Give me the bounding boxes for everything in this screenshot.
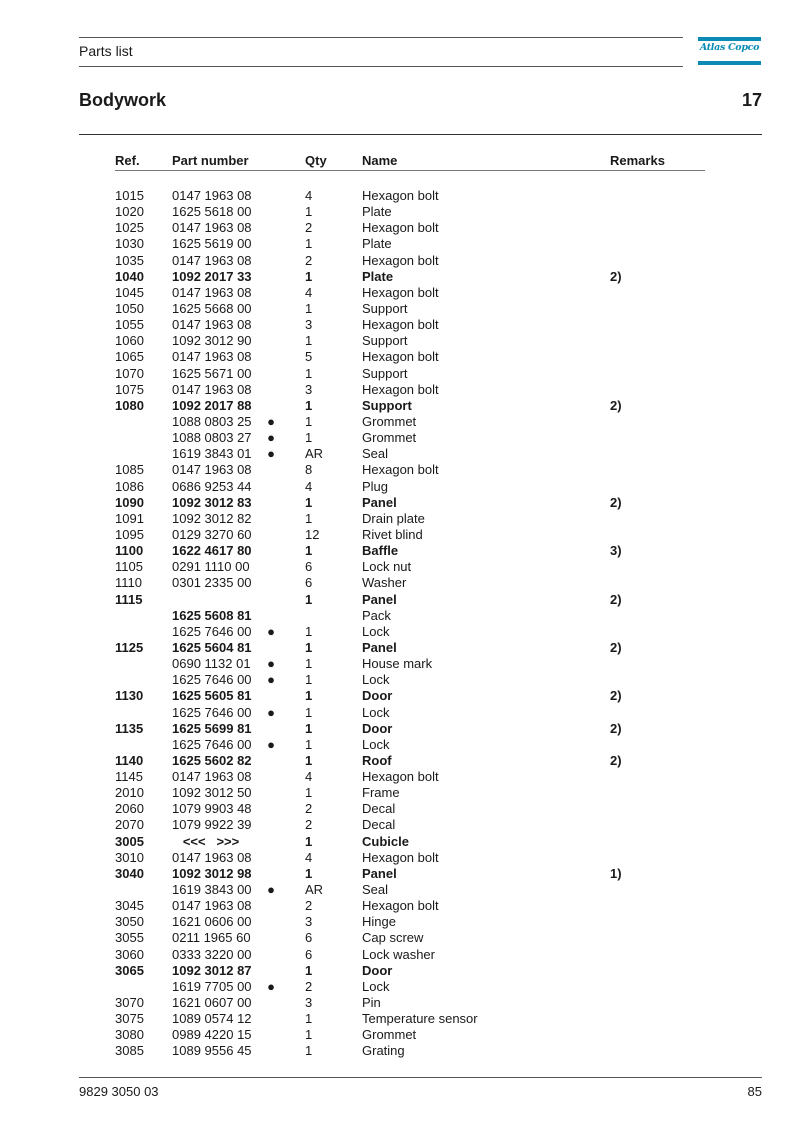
cell-name: Grommet [362,413,417,429]
cell-qty: 1 [305,365,313,381]
table-row [0,414,800,430]
cell-name: Panel [362,639,397,655]
cell-part-number: 1092 3012 82 [172,510,252,526]
table-row [0,253,800,269]
table-row [0,269,800,285]
cell-qty: 1 [305,639,313,655]
cell-part-number: 0333 3220 00 [172,946,252,962]
cell-qty: 2 [305,252,313,268]
cell-qty: 1 [305,1011,313,1027]
cell-remarks: 2) [610,591,622,607]
table-row [0,592,800,608]
cell-qty: 6 [305,559,313,575]
cell-qty: 1 [305,430,313,446]
col-header-name: Name [362,153,398,168]
cell-qty: 2 [305,817,313,833]
col-header-remarks: Remarks [610,153,665,168]
table-row [0,462,800,478]
table-row [0,479,800,495]
cell-ref: 3075 [115,1011,144,1027]
cell-ref: 2010 [115,785,144,801]
cell-ref: 1090 [115,494,144,510]
cell-qty: 1 [305,494,313,510]
cell-part-number: 1092 3012 87 [172,962,252,978]
cell-part-number: 0147 1963 08 [172,769,252,785]
cell-ref: 1091 [115,510,144,526]
cell-part-number: 1625 7646 00 [172,672,252,688]
cell-part-number: 1088 0803 27 [172,430,252,446]
cell-ref: 1145 [115,769,143,785]
table-row [0,656,800,672]
cell-part-number: 0147 1963 08 [172,252,252,268]
cell-qty: 1 [305,720,313,736]
cell-qty: 1 [305,543,313,559]
cell-part-number: 0989 4220 15 [172,1027,252,1043]
cell-qty: 12 [305,526,320,542]
cell-ref: 3060 [115,946,144,962]
cell-name: Hexagon bolt [362,284,439,300]
table-row [0,1043,800,1059]
cell-part-number: 1625 7646 00 [172,736,252,752]
cell-part-number: 0147 1963 08 [172,381,252,397]
cell-qty: 1 [305,752,313,768]
cell-ref: 1065 [115,349,144,365]
table-row [0,366,800,382]
table-row [0,398,800,414]
cell-ref: 3005 [115,833,144,849]
cell-ref: 1040 [115,268,144,284]
table-row [0,624,800,640]
cell-qty: 4 [305,849,313,865]
cell-remarks: 2) [610,494,622,510]
logo-wordmark: Atlas Copco [699,42,760,53]
logo-bottom-bar [698,61,761,65]
table-row [0,882,800,898]
cell-part-number: 0211 1965 60 [172,930,251,946]
cell-name: Panel [362,494,397,510]
cell-ref: 1075 [115,381,144,397]
cell-qty: 4 [305,188,313,203]
bullet-marker: ● [267,430,275,446]
table-row [0,204,800,220]
cell-part-number: 0147 1963 08 [172,849,252,865]
cell-name: Roof [362,752,392,768]
footer-page-number: 85 [747,1084,762,1099]
cell-qty: 1 [305,268,313,284]
table-row [0,640,800,656]
cell-qty: 2 [305,978,313,994]
cell-name: Hexagon bolt [362,381,439,397]
cell-remarks: 2) [610,639,622,655]
cell-part-number: 1625 5619 00 [172,236,252,252]
table-row [0,850,800,866]
cell-name: Support [362,333,408,349]
cell-part-number: 0147 1963 08 [172,220,252,236]
cell-name: Drain plate [362,510,425,526]
cell-part-number: 1092 3012 50 [172,785,252,801]
table-row [0,817,800,833]
cell-ref: 1085 [115,462,144,478]
cell-name: Door [362,720,393,736]
cell-qty: 1 [305,833,313,849]
cell-part-number: 1622 4617 80 [172,543,252,559]
bullet-marker: ● [267,882,275,898]
header-top-rule [79,37,683,38]
cell-qty: 1 [305,333,313,349]
cell-part-number: 0291 1110 00 [172,559,250,575]
cell-qty: 3 [305,995,313,1011]
logo-top-bar [698,37,761,41]
cell-name: Frame [362,785,400,801]
table-row [0,801,800,817]
table-row [0,559,800,575]
table-row [0,705,800,721]
cell-part-number: 1625 5618 00 [172,204,252,220]
cell-ref: 3065 [115,962,144,978]
table-row [0,527,800,543]
table-row [0,608,800,624]
cell-name: Grating [362,1043,405,1059]
cell-qty: 5 [305,349,313,365]
cell-part-number: 0147 1963 08 [172,188,252,203]
cell-ref: 3055 [115,930,144,946]
table-row [0,349,800,365]
cell-part-number: 1625 7646 00 [172,704,252,720]
cell-part-number: 0690 1132 01 [172,656,251,672]
cell-part-number: 1092 3012 98 [172,865,252,881]
cell-ref: 2060 [115,801,144,817]
cell-ref: 1095 [115,526,144,542]
cell-qty: 1 [305,672,313,688]
cell-remarks: 1) [610,865,622,881]
cell-name: Hexagon bolt [362,462,439,478]
bullet-marker: ● [267,736,275,752]
table-row [0,430,800,446]
table-row [0,1027,800,1043]
cell-qty: 2 [305,220,313,236]
cell-ref: 1070 [115,365,144,381]
cell-ref: 1130 [115,688,144,704]
cell-ref: 1025 [115,220,144,236]
bullet-marker: ● [267,656,275,672]
cell-ref: 2070 [115,817,144,833]
cell-name: Lock [362,736,390,752]
cell-name: Panel [362,591,397,607]
cell-part-number: 1619 7705 00 [172,978,252,994]
cell-ref: 1045 [115,284,144,300]
cell-part-number: 1079 9903 48 [172,801,252,817]
brand-logo [698,37,761,67]
cell-qty: 1 [305,510,313,526]
cell-name: Seal [362,882,389,898]
cell-name: Seal [362,446,389,462]
cell-qty: 1 [305,736,313,752]
cell-name: Lock [362,978,390,994]
cell-name: Pin [362,995,381,1011]
cell-name: Grommet [362,430,417,446]
cell-ref: 1105 [115,559,143,575]
table-row [0,963,800,979]
cell-name: Door [362,688,393,704]
cell-part-number: 1625 7646 00 [172,623,252,639]
cell-ref: 1080 [115,397,144,413]
cell-name: Panel [362,865,397,881]
table-row [0,979,800,995]
cell-part-number: 1625 5605 81 [172,688,252,704]
cell-ref: 1060 [115,333,144,349]
table-row [0,737,800,753]
header-label: Parts list [79,43,133,59]
table-row [0,188,800,204]
cell-qty: 1 [305,397,313,413]
cell-remarks: 2) [610,752,622,768]
cell-ref: 1055 [115,317,144,333]
cell-name: Lock [362,704,390,720]
cell-part-number: 1092 2017 33 [172,268,252,284]
cell-part-number: 1625 5668 00 [172,300,252,316]
cell-qty: 1 [305,688,313,704]
bullet-marker: ● [267,446,275,462]
bullet-marker: ● [267,672,275,688]
cell-part-number: 1089 0574 12 [172,1011,252,1027]
cell-part-number: 1625 5699 81 [172,720,252,736]
cell-qty: 1 [305,300,313,316]
cell-name: Lock [362,672,390,688]
cell-qty: 1 [305,704,313,720]
parts-table [0,188,800,1060]
table-row [0,769,800,785]
cell-qty: 1 [305,785,313,801]
cell-ref: 1086 [115,478,144,494]
table-row [0,220,800,236]
cell-ref: 1050 [115,300,144,316]
table-row [0,753,800,769]
cell-ref: 3010 [115,849,144,865]
cell-ref: 3085 [115,1043,144,1059]
bullet-marker: ● [267,623,275,639]
bullet-marker: ● [267,413,275,429]
cell-name: Plate [362,236,392,252]
cell-qty: 1 [305,236,313,252]
cell-name: Baffle [362,543,399,559]
cell-ref: 1035 [115,252,144,268]
cell-part-number: 0686 9253 44 [172,478,252,494]
cell-name: Plate [362,204,392,220]
table-row [0,301,800,317]
section-title: Bodywork [79,90,167,110]
cell-part-number: 0129 3270 60 [172,526,252,542]
cell-part-number: <<< >>> [172,833,240,849]
cell-ref: 3040 [115,865,144,881]
cell-qty: 1 [305,656,313,672]
cell-qty: 1 [305,413,313,429]
cell-remarks: 3) [610,543,622,559]
cell-qty: 1 [305,1043,313,1059]
cell-qty: 3 [305,914,313,930]
table-row [0,785,800,801]
cell-part-number: 1619 3843 00 [172,882,252,898]
cell-qty: 2 [305,898,313,914]
table-row [0,285,800,301]
section-number: 17 [741,90,762,110]
cell-ref: 1015 [115,188,144,203]
cell-name: Hexagon bolt [362,220,439,236]
table-row [0,333,800,349]
cell-name: Hexagon bolt [362,849,439,865]
cell-qty: 3 [305,317,313,333]
cell-part-number: 1079 9922 39 [172,817,252,833]
cell-part-number: 1621 0606 00 [172,914,252,930]
table-row [0,511,800,527]
cell-part-number: 0147 1963 08 [172,284,252,300]
cell-name: Temperature sensor [362,1011,478,1027]
cell-part-number: 1089 9556 45 [172,1043,252,1059]
table-row [0,1011,800,1027]
cell-ref: 3050 [115,914,144,930]
cell-part-number: 0147 1963 08 [172,898,252,914]
cell-qty: 1 [305,623,313,639]
table-row [0,914,800,930]
table-row [0,446,800,462]
cell-ref: 1115 [115,591,143,607]
table-row [0,688,800,704]
table-row [0,543,800,559]
cell-name: Lock nut [362,559,412,575]
cell-qty: 4 [305,478,313,494]
bullet-marker: ● [267,978,275,994]
cell-part-number: 1625 5602 82 [172,752,252,768]
cell-part-number: 0301 2335 00 [172,575,252,591]
cell-remarks: 2) [610,720,622,736]
cell-name: Door [362,962,393,978]
cell-qty: 6 [305,930,313,946]
table-row [0,317,800,333]
cell-part-number: 1088 0803 25 [172,413,252,429]
col-header-part-number: Part number [172,153,249,168]
table-row [0,495,800,511]
cell-name: Pack [362,607,391,623]
cell-name: Grommet [362,1027,417,1043]
cell-name: Decal [362,817,396,833]
cell-part-number: 0147 1963 08 [172,462,252,478]
table-header-rule [115,170,705,171]
cell-qty: AR [305,446,324,462]
cell-remarks: 2) [610,688,622,704]
table-row [0,995,800,1011]
cell-qty: 1 [305,204,313,220]
table-row [0,236,800,252]
cell-qty: 6 [305,575,313,591]
cell-name: Plug [362,478,389,494]
table-row [0,866,800,882]
cell-qty: 1 [305,865,313,881]
cell-name: Support [362,397,412,413]
cell-part-number: 1092 3012 90 [172,333,252,349]
cell-part-number: 0147 1963 08 [172,349,252,365]
table-row [0,930,800,946]
cell-remarks: 2) [610,268,622,284]
table-row [0,721,800,737]
cell-name: House mark [362,656,433,672]
cell-name: Lock washer [362,946,435,962]
cell-name: Hexagon bolt [362,898,439,914]
cell-ref: 1020 [115,204,144,220]
cell-name: Support [362,300,408,316]
cell-part-number: 1625 5608 81 [172,607,252,623]
table-row [0,672,800,688]
cell-name: Hexagon bolt [362,317,439,333]
cell-ref: 1125 [115,639,144,655]
cell-name: Washer [362,575,407,591]
cell-name: Lock [362,623,390,639]
table-row [0,947,800,963]
cell-part-number: 0147 1963 08 [172,317,252,333]
cell-qty: 4 [305,769,313,785]
cell-part-number: 1619 3843 01 [172,446,252,462]
cell-part-number: 1621 0607 00 [172,995,252,1011]
footer-doc-number: 9829 3050 03 [79,1084,159,1099]
cell-ref: 1100 [115,543,144,559]
cell-part-number: 1092 3012 83 [172,494,252,510]
cell-name: Hexagon bolt [362,188,439,203]
cell-ref: 1140 [115,752,144,768]
cell-name: Plate [362,268,394,284]
cell-qty: 2 [305,801,313,817]
header-bottom-rule [79,66,683,67]
cell-ref: 3045 [115,898,144,914]
section-rule [79,134,762,135]
cell-name: Decal [362,801,396,817]
cell-ref: 3070 [115,995,144,1011]
table-row [0,834,800,850]
col-header-ref: Ref. [115,153,140,168]
footer-rule [79,1077,762,1078]
cell-qty: 1 [305,1027,313,1043]
cell-qty: AR [305,882,324,898]
cell-qty: 4 [305,284,313,300]
cell-ref: 1030 [115,236,144,252]
cell-part-number: 1092 2017 88 [172,397,252,413]
table-row [0,382,800,398]
cell-remarks: 2) [610,397,622,413]
col-header-qty: Qty [305,153,327,168]
cell-name: Hexagon bolt [362,252,439,268]
cell-name: Cubicle [362,833,409,849]
cell-name: Support [362,365,408,381]
cell-name: Hexagon bolt [362,769,439,785]
cell-ref: 1110 [115,575,142,591]
cell-name: Rivet blind [362,526,423,542]
cell-part-number: 1625 5671 00 [172,365,252,381]
cell-qty: 8 [305,462,313,478]
cell-qty: 3 [305,381,313,397]
cell-name: Hinge [362,914,396,930]
cell-part-number: 1625 5604 81 [172,639,252,655]
cell-qty: 1 [305,962,313,978]
cell-ref: 1135 [115,720,144,736]
cell-qty: 6 [305,946,313,962]
bullet-marker: ● [267,704,275,720]
cell-ref: 3080 [115,1027,144,1043]
cell-qty: 1 [305,591,313,607]
table-row [0,575,800,591]
table-row [0,898,800,914]
cell-name: Hexagon bolt [362,349,439,365]
cell-name: Cap screw [362,930,424,946]
